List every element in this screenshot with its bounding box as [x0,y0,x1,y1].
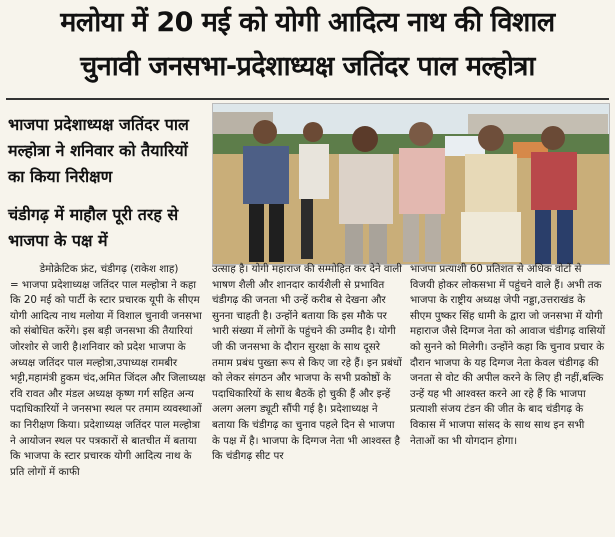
article-column-1 [10,262,208,480]
subhead-atmosphere: चंडीगढ़ में माहौल पूरी तरह से भाजपा के पक्ष में [8,205,179,250]
article-column-2: उत्साह है। योगी महाराज की सम्मोहित कर देने वाली भाषण शैली और शानदार कार्यशैली से प्रभावित चंडीगढ़ की जनता भी उन्हें करीब से देखना और सुनना चाहती है। उन्होंने बताया कि इस मौके पर भारी संख्या में लोगों के पहुंचने की उम्मीद है। योगी जी की जनसभा के दौरान सुरक्षा के साथ दूसरे तमाम प्रबंध पुख्ता रूप से किए जा रहे हैं। इन प्रबंधों को लेकर संगठन और भाजपा के सभी प्रकोष्ठों के पदाधिकारियों के साथ बैठकें हो चुकी हैं और इन्हें अलग अलग ड्यूटी सौंपी गई है। प्रदेशाध्यक्ष ने बताया कि चंडीगढ़ का चुनाव पहले दिन से भाजपा के पक्ष में है। भाजपा के दिग्गज नेता भी आश्वस्त है कि चंडीगढ़ सीट पर [212,263,402,463]
photo-illustration [213,104,609,264]
dateline: डेमोक्रेटिक फ्रंट, चंडीगढ़ (राकेश शाह) [39,263,179,275]
column-1-text: = भाजपा प्रदेशाध्यक्ष जतिंदर पाल मल्होत्रा ने कहा कि 20 मई को पार्टी के स्टार प्रचारक यूपी के सीएम योगी आदित्य नाथ मलोया में विशाल चुनावी जनसभा को संबोधित करेंगे। इस बड़ी जनसभा की तैयारियां जोरशोर से जारी है।शनिवार को प्रदेश भाजपा के अध्यक्ष जतिंदर पाल मल्होत्रा,उपाध्यक्ष रामबीर भट्टी,महामंत्री हुकम चंद,अमित जिंदल और जिलाध्यक्ष रवि रावत और मंडल अध्यक्ष कृष्ण गर्ग सहित अन्य पदाधिकारियों ने जनसभा स्थल पर तमाम व्यवस्थाओं का निरीक्षण किया। प्रदेशाध्यक्ष जतिंदर पाल मल्होत्रा ने आयोजन स्थल पर पत्रकारों से बातचीत में बताया कि भाजपा के स्टार प्रचारक योगी आदित्य नाथ के प्रति लोगों में काफी [10,278,206,478]
headline-rule [6,98,609,100]
headline-line-2: चुनावी जनसभा-प्रदेशाध्यक्ष जतिंदर पाल मल्होत्रा [80,51,535,82]
article-column-3: भाजपा प्रत्याशी 60 प्रतिशत से अधिक वोटों से विजयी होकर लोकसभा में पहुंचने वाले हैं। अभी तक भाजपा के राष्ट्रीय अध्यक्ष जेपी नड्डा,उत्तराखंड के सीएम पुष्कर सिंह धामी के द्वारा जो जनसभा में योगी महाराज जैसे दिग्गज नेता को आवाज चंडीगढ़ वासियों को सुनने को मिलेगी। उन्होंने कहा कि चुनाव प्रचार के दौरान भाजपा के यह दिग्गज नेता केवल चंडीगढ़ की जनता से वोट की अपील करने के लिए ही नहीं,बल्कि उन्हें यह भी आश्वस्त करने आ रहे हैं कि भाजपा प्रत्याशी संजय टंडन की जीत के बाद चंडीगढ़ के विकास में भाजपा सांसद के साथ साथ इन सभी नेताओं का भी योगदान होगा। [410,263,606,447]
news-photo [212,103,610,265]
subhead-inspection: भाजपा प्रदेशाध्यक्ष जतिंदर पाल मल्होत्रा ने शनिवार को तैयारियों का किया निरीक्षण [8,115,189,186]
headline-line-1: मलोया में 20 मई को योगी आदित्य नाथ की विशाल [60,7,555,38]
